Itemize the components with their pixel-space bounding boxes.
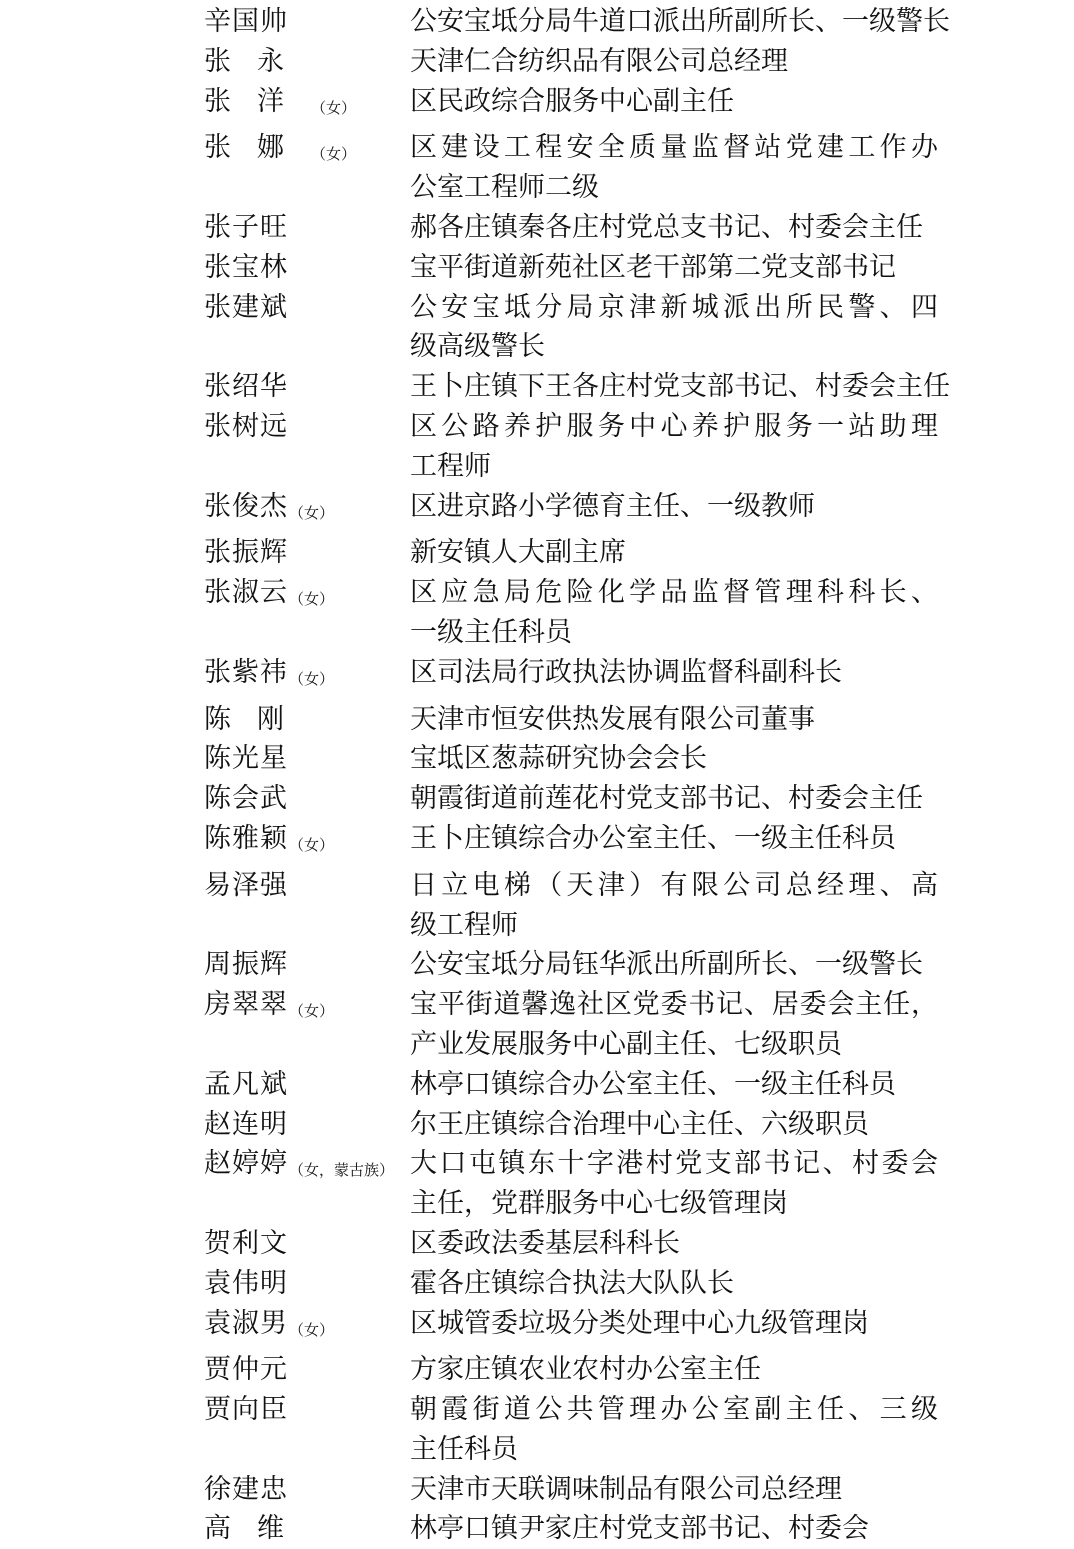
- person-name: 贺利文: [204, 1227, 288, 1259]
- list-item: [204, 866, 964, 946]
- person-name: 张绍华: [204, 371, 288, 403]
- name-cell: [204, 700, 410, 740]
- description-line: 主任科员: [410, 1433, 518, 1465]
- person-name: 袁淑男: [204, 1307, 288, 1339]
- name-cell: [204, 866, 410, 906]
- name-cell: [204, 248, 410, 288]
- description-line: 产业发展服务中心副主任、七级职员: [410, 1028, 842, 1060]
- person-note: （女）: [289, 1320, 335, 1339]
- position-description: [410, 1224, 938, 1264]
- description-line: 级高级警长: [410, 331, 545, 363]
- description-line: 宝平街道新苑社区老干部第二党支部书记: [410, 251, 896, 283]
- person-name: 徐建忠: [204, 1473, 288, 1505]
- description-line: 天津仁合纺织品有限公司总经理: [410, 45, 788, 77]
- list-item: [204, 533, 964, 573]
- description-line: 公安宝坻分局牛道口派出所副所长、一级警长: [410, 6, 950, 37]
- position-description: [410, 985, 938, 1065]
- position-description: [410, 1470, 938, 1510]
- list-item: [204, 1304, 964, 1351]
- name-cell: [204, 1105, 410, 1145]
- position-description: [410, 82, 938, 122]
- name-cell: [204, 739, 410, 779]
- description-line: 王卜庄镇下王各庄村党支部书记、村委会主任: [410, 371, 950, 403]
- name-cell: [204, 1509, 410, 1549]
- person-name: 赵连明: [204, 1108, 288, 1140]
- position-description: [410, 487, 938, 527]
- person-name: 陈光星: [204, 743, 288, 775]
- description-line: 级工程师: [410, 909, 518, 941]
- person-name: 张淑云: [204, 577, 288, 609]
- description-line: 区委政法委基层科科长: [410, 1227, 680, 1259]
- description-line: 区公路养护服务中心养护服务一站助理: [410, 410, 938, 442]
- description-line: 天津市恒安供热发展有限公司董事: [410, 703, 815, 735]
- list-item: [204, 819, 964, 866]
- person-note: （女）: [289, 835, 335, 854]
- name-cell: [204, 819, 410, 866]
- description-line: 公安宝坻分局京津新城派出所民警、四: [410, 291, 938, 323]
- person-name: 张建斌: [204, 291, 288, 323]
- name-cell: [204, 288, 410, 328]
- honoree-list: [204, 2, 964, 1549]
- name-cell: [204, 407, 410, 447]
- person-name: 房翠翠: [204, 989, 288, 1021]
- name-cell: [204, 779, 410, 819]
- description-line: 朝霞街道前莲花村党支部书记、村委会主任: [410, 783, 923, 815]
- position-description: [410, 407, 938, 487]
- position-description: [410, 1105, 938, 1145]
- list-item: [204, 367, 964, 407]
- description-line: 日立电梯（天津）有限公司总经理、高: [410, 869, 938, 901]
- person-name: 张紫祎: [204, 656, 288, 688]
- name-cell: [204, 82, 410, 129]
- person-name: 张树远: [204, 410, 288, 442]
- description-line: 宝平街道馨逸社区党委书记、居委会主任，: [410, 989, 938, 1021]
- name-cell: [204, 945, 410, 985]
- list-item: [204, 653, 964, 700]
- position-description: [410, 779, 938, 819]
- list-item: [204, 1144, 964, 1224]
- person-name: 孟凡斌: [204, 1068, 288, 1100]
- person-note: （女）: [289, 1002, 335, 1021]
- position-description: [410, 248, 938, 288]
- position-description: [410, 1264, 938, 1304]
- list-item: [204, 128, 964, 208]
- name-cell: [204, 1144, 410, 1191]
- person-name: 陈雅颖: [204, 822, 288, 854]
- description-line: 区司法局行政执法协调监督科副科长: [410, 656, 842, 688]
- name-cell: [204, 1350, 410, 1390]
- person-name: 周振辉: [204, 949, 288, 981]
- description-line: 尔王庄镇综合治理中心主任、六级职员: [410, 1108, 869, 1140]
- name-cell: [204, 985, 410, 1032]
- position-description: [410, 739, 938, 779]
- person-name: 张俊杰: [204, 490, 288, 522]
- position-description: [410, 288, 938, 368]
- list-item: [204, 1509, 964, 1549]
- person-name: 张永: [204, 45, 310, 77]
- position-description: [410, 1350, 938, 1390]
- name-cell: [204, 653, 410, 700]
- person-name: 陈刚: [204, 703, 310, 735]
- person-name: 高维: [204, 1513, 310, 1545]
- name-cell: [204, 1224, 410, 1264]
- description-line: 郝各庄镇秦各庄村党总支书记、村委会主任: [410, 211, 923, 243]
- description-line: 新安镇人大副主席: [410, 537, 626, 569]
- list-item: [204, 739, 964, 779]
- list-item: [204, 208, 964, 248]
- description-line: 一级主任科员: [410, 616, 572, 648]
- description-line: 主任，党群服务中心七级管理岗: [410, 1188, 788, 1220]
- description-line: 林亭口镇尹家庄村党支部书记、村委会: [410, 1513, 869, 1545]
- person-name: 张洋: [204, 85, 310, 117]
- person-name: 陈会武: [204, 783, 288, 815]
- name-cell: [204, 533, 410, 573]
- person-name: 贾仲元: [204, 1354, 288, 1386]
- position-description: [410, 1144, 938, 1224]
- list-item: [204, 1224, 964, 1264]
- list-item: [204, 573, 964, 653]
- position-description: [410, 2, 950, 42]
- name-cell: [204, 367, 410, 407]
- name-cell: [204, 487, 410, 534]
- name-cell: [204, 1065, 410, 1105]
- name-cell: [204, 2, 410, 42]
- description-line: 公室工程师二级: [410, 172, 599, 204]
- position-description: [410, 367, 950, 407]
- person-name: 袁伟明: [204, 1267, 288, 1299]
- position-description: [410, 1509, 938, 1549]
- description-line: 林亭口镇综合办公室主任、一级主任科员: [410, 1068, 896, 1100]
- name-cell: [204, 1470, 410, 1510]
- list-item: [204, 42, 964, 82]
- description-line: 区建设工程安全质量监督站党建工作办: [410, 132, 938, 164]
- list-item: [204, 2, 964, 42]
- description-line: 霍各庄镇综合执法大队队长: [410, 1267, 734, 1299]
- person-note: （女）: [289, 590, 335, 609]
- description-line: 王卜庄镇综合办公室主任、一级主任科员: [410, 822, 896, 854]
- list-item: [204, 288, 964, 368]
- description-line: 方家庄镇农业农村办公室主任: [410, 1354, 761, 1386]
- description-line: 区进京路小学德育主任、一级教师: [410, 490, 815, 522]
- person-name: 张娜: [204, 132, 310, 164]
- description-line: 天津市天联调味制品有限公司总经理: [410, 1473, 842, 1505]
- list-item: [204, 1065, 964, 1105]
- name-cell: [204, 1304, 410, 1351]
- description-line: 区城管委垃圾分类处理中心九级管理岗: [410, 1307, 869, 1339]
- name-cell: [204, 128, 410, 175]
- name-cell: [204, 1390, 410, 1430]
- list-item: [204, 407, 964, 487]
- list-item: [204, 945, 964, 985]
- list-item: [204, 248, 964, 288]
- position-description: [410, 653, 938, 693]
- list-item: [204, 779, 964, 819]
- list-item: [204, 1264, 964, 1304]
- list-item: [204, 1390, 964, 1470]
- description-line: 区民政综合服务中心副主任: [410, 85, 734, 117]
- position-description: [410, 533, 938, 573]
- person-name: 辛国帅: [204, 6, 288, 37]
- list-item: [204, 700, 964, 740]
- list-item: [204, 1470, 964, 1510]
- person-note: （女，蒙古族）: [289, 1161, 395, 1180]
- list-item: [204, 985, 964, 1065]
- list-item: [204, 487, 964, 534]
- position-description: [410, 866, 938, 946]
- position-description: [410, 1390, 938, 1470]
- name-cell: [204, 1264, 410, 1304]
- position-description: [410, 819, 938, 859]
- name-cell: [204, 42, 410, 82]
- position-description: [410, 1304, 938, 1344]
- description-line: 区应急局危险化学品监督管理科科长、: [410, 577, 938, 609]
- position-description: [410, 945, 938, 985]
- person-note: （女）: [289, 503, 335, 522]
- description-line: 朝霞街道公共管理办公室副主任、三级: [410, 1394, 938, 1426]
- position-description: [410, 208, 938, 248]
- description-line: 工程师: [410, 450, 491, 482]
- position-description: [410, 573, 938, 653]
- description-line: 大口屯镇东十字港村党支部书记、村委会: [410, 1148, 938, 1180]
- position-description: [410, 700, 938, 740]
- list-item: [204, 82, 964, 129]
- person-note: （女）: [311, 145, 357, 164]
- person-name: 张振辉: [204, 537, 288, 569]
- description-line: 公安宝坻分局钰华派出所副所长、一级警长: [410, 949, 923, 981]
- person-name: 张宝林: [204, 251, 288, 283]
- position-description: [410, 1065, 938, 1105]
- person-name: 易泽强: [204, 869, 288, 901]
- person-note: （女）: [289, 669, 335, 688]
- list-item: [204, 1350, 964, 1390]
- position-description: [410, 128, 938, 208]
- person-name: 贾向臣: [204, 1394, 288, 1426]
- person-name: 张子旺: [204, 211, 288, 243]
- person-note: （女）: [311, 98, 357, 117]
- name-cell: [204, 208, 410, 248]
- position-description: [410, 42, 938, 82]
- person-name: 赵婷婷: [204, 1148, 288, 1180]
- list-item: [204, 1105, 964, 1145]
- description-line: 宝坻区葱蒜研究协会会长: [410, 743, 707, 775]
- name-cell: [204, 573, 410, 620]
